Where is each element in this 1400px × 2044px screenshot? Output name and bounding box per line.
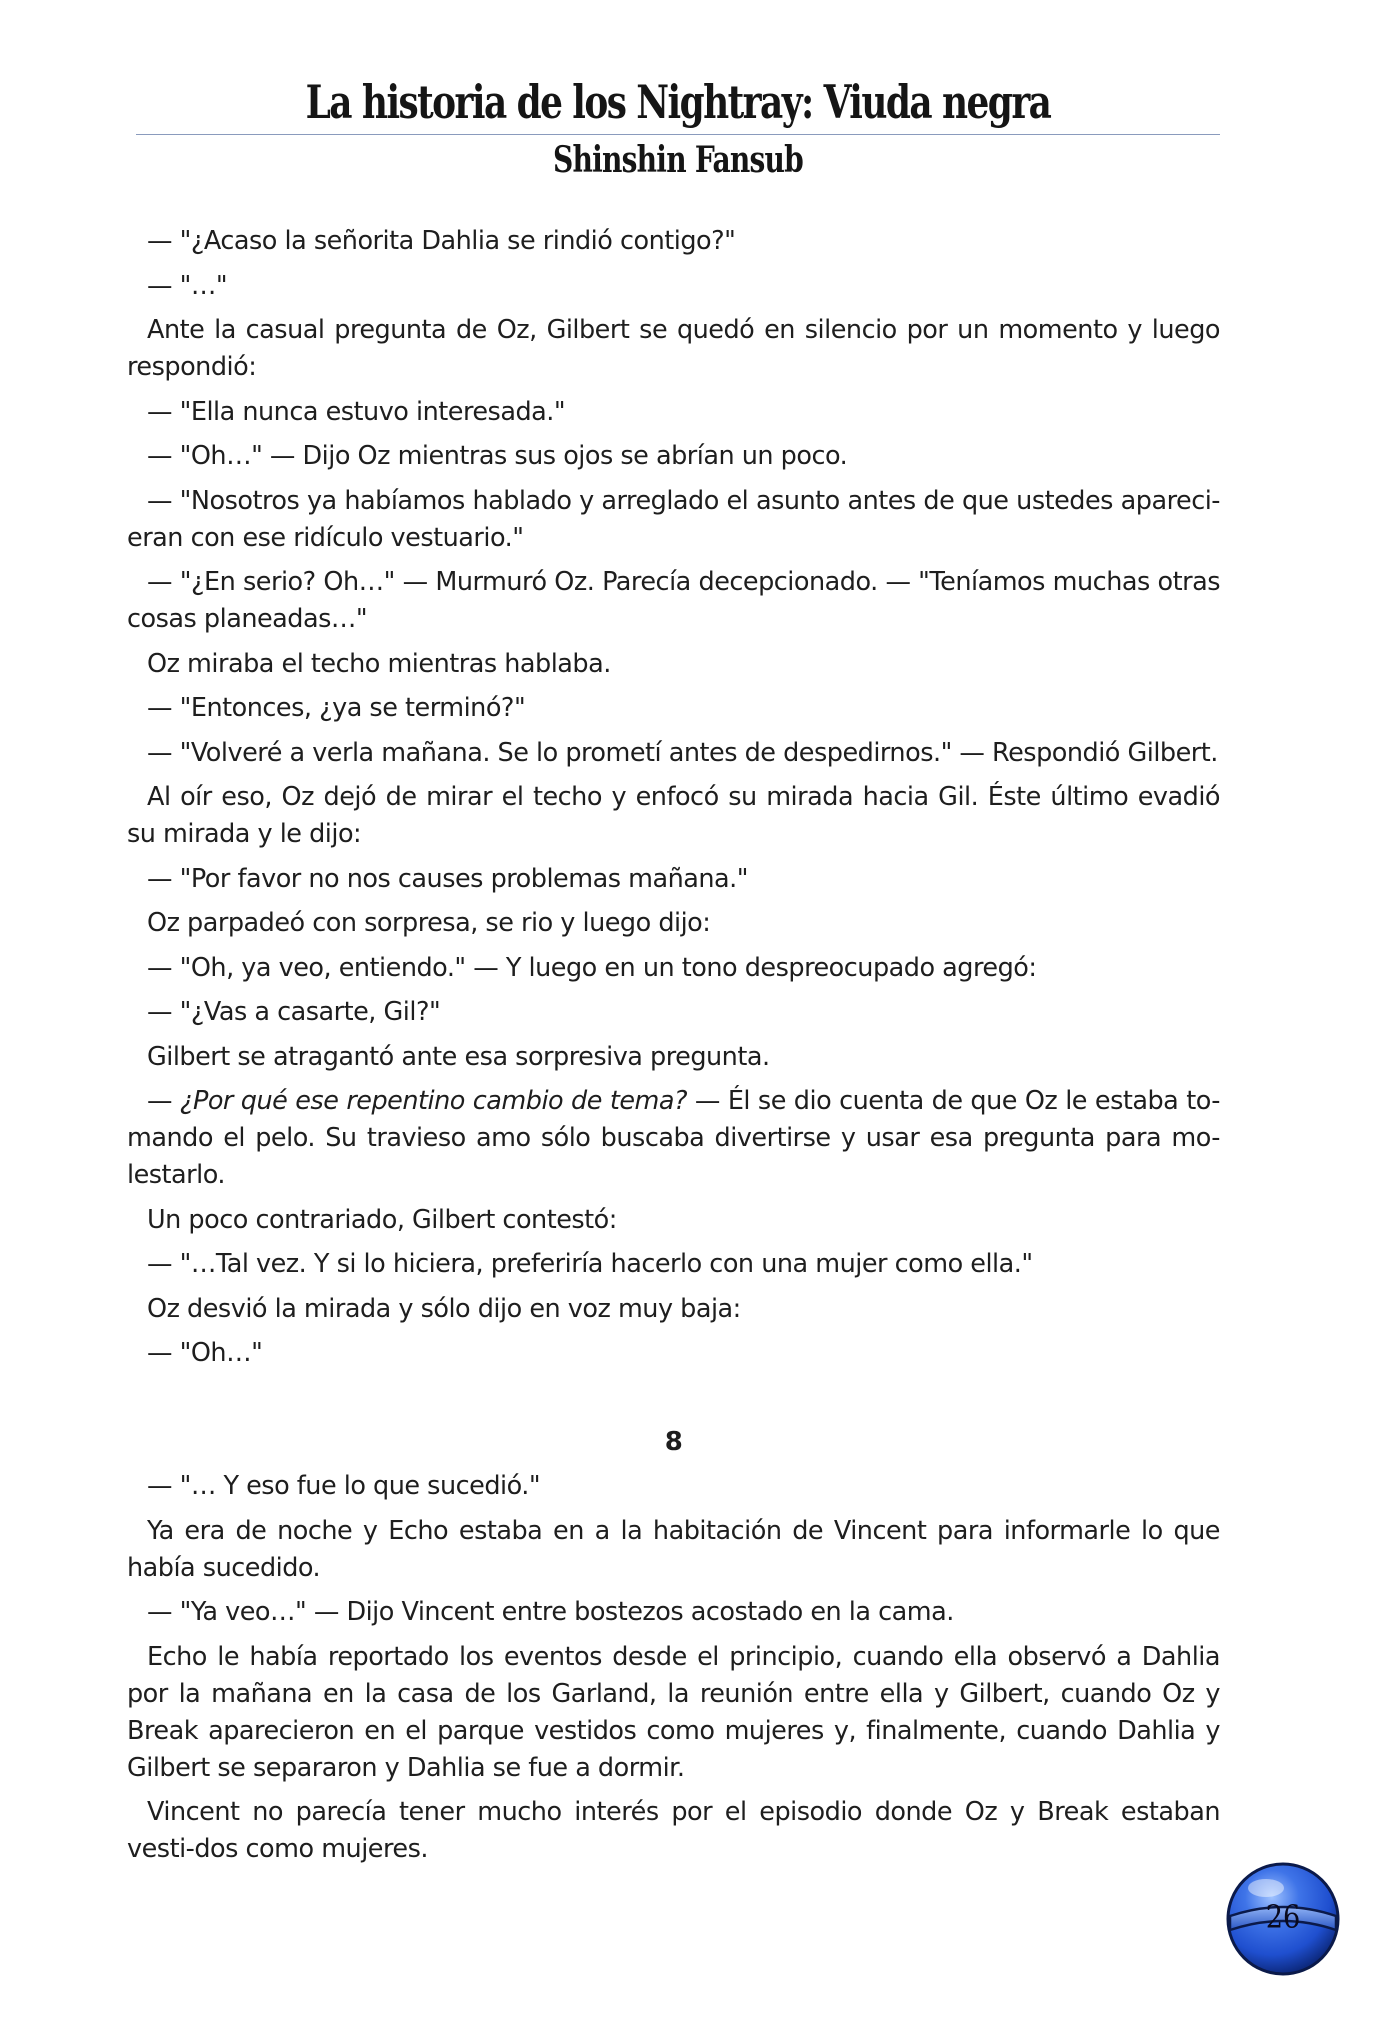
paragraph: — "¿Acaso la señorita Dahlia se rindió contigo?" bbox=[147, 226, 736, 256]
page-header bbox=[136, 72, 1220, 185]
paragraph: Gilbert se atragantó ante esa sorpresiva pregunta. bbox=[147, 1041, 770, 1072]
body-text bbox=[127, 223, 1220, 1876]
paragraph: — "Ella nunca estuvo interesada." bbox=[147, 396, 566, 427]
paragraph: — "Oh…" — Dijo Oz mientras sus ojos se abrían un poco. bbox=[147, 441, 848, 471]
paragraph: — "…Tal vez. Y si lo hiciera, preferiría hacerlo con una mujer como ella." bbox=[147, 1249, 1033, 1279]
paragraph: — "Entonces, ¿ya se terminó?" bbox=[147, 693, 526, 723]
book-title: La historia de los Nightray: Viuda negra bbox=[305, 75, 1051, 129]
dash: — bbox=[147, 1086, 172, 1116]
paragraph: — "Nosotros ya habíamos hablado y arreglado el asunto antes de que ustedes apareci-eran con ese ridículo vestuario." bbox=[127, 485, 1220, 553]
paragraph: Vincent no parecía tener mucho interés por el episodio donde Oz y Break estaban vesti-dos como mujeres. bbox=[127, 1797, 1220, 1864]
paragraph: Al oír eso, Oz dejó de mirar el techo y enfocó su mirada hacia Gil. Éste último evadió su mirada y le dijo: bbox=[127, 782, 1220, 849]
paragraph: Echo le había reportado los eventos desde el principio, cuando ella observó a Dahlia por la mañana en la casa de los Garland, la reunión entre ella y Gilbert, cuando Oz y Break aparecieron en el parque vestidos como mujeres y, finalmente, cuando Dahlia y Gilbert se separaron y Dahlia se fue a dormir. bbox=[127, 1641, 1220, 1783]
paragraph: — "Ya veo…" — Dijo Vincent entre bostezos acostado en la cama. bbox=[147, 1597, 954, 1627]
paragraph-italic-thought bbox=[127, 1083, 1220, 1194]
paragraph: — "…" bbox=[147, 270, 228, 301]
paragraph: Oz miraba el techo mientras hablaba. bbox=[147, 648, 611, 679]
paragraph: — "¿En serio? Oh…" — Murmuró Oz. Parecía decepcionado. — "Teníamos muchas otras cosas planeadas…" bbox=[127, 567, 1220, 634]
paragraph: Ya era de noche y Echo estaba en a la habitación de Vincent para informarle lo que había sucedido. bbox=[127, 1515, 1220, 1583]
paragraph: Ante la casual pregunta de Oz, Gilbert se quedó en silencio por un momento y luego respondió: bbox=[127, 315, 1220, 382]
paragraph: — "… Y eso fue lo que sucedió." bbox=[147, 1471, 541, 1501]
paragraph: Oz desvió la mirada y sólo dijo en voz muy baja: bbox=[147, 1293, 741, 1324]
italic-thought: ¿Por qué ese repentino cambio de tema? bbox=[179, 1086, 688, 1116]
paragraph: — "Oh, ya veo, entiendo." — Y luego en un tono despreocupado agregó: bbox=[147, 952, 1037, 983]
paragraph: Un poco contrariado, Gilbert contestó: bbox=[147, 1204, 617, 1235]
paragraph: — "Volveré a verla mañana. Se lo prometí antes de despedirnos." — Respondió Gilbert. bbox=[147, 737, 1218, 768]
paragraph: Oz parpadeó con sorpresa, se rio y luego dijo: bbox=[147, 908, 711, 938]
thought-continuation: — Él se dio cuenta de que Oz le estaba to-mando el pelo. Su travieso amo sólo buscaba divertirse y usar esa pregunta para mo-lestarlo. bbox=[127, 1086, 1220, 1190]
section-number: 8 bbox=[664, 1426, 683, 1457]
paragraph: — "Oh…" bbox=[147, 1338, 263, 1368]
paragraph: — "¿Vas a casarte, Gil?" bbox=[147, 997, 441, 1027]
section-gap bbox=[127, 1380, 1220, 1424]
fansub-subtitle: Shinshin Fansub bbox=[552, 139, 804, 181]
page-number: 26 bbox=[1265, 1898, 1301, 1936]
paragraph: — "Por favor no nos causes problemas mañana." bbox=[147, 863, 748, 894]
